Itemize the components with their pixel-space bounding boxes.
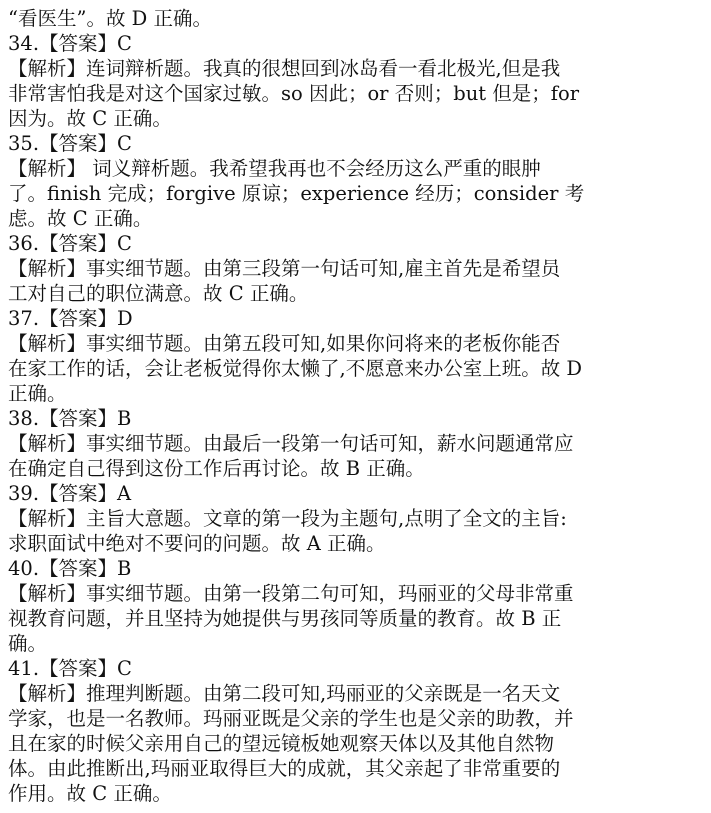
answer-heading-40: 40.【答案】B (8, 557, 132, 580)
text-line: 【解析】事实细节题。由第一段第二句可知，玛丽亚的父母非常重 (8, 582, 574, 605)
text-line: 虑。故 C 正确。 (8, 207, 153, 230)
text-line: 【解析】事实细节题。由第三段第一句话可知,雇主首先是希望员 (8, 257, 561, 280)
answer-heading-41: 41.【答案】C (8, 657, 132, 680)
answer-explanation-text (8, 6, 705, 806)
text-line: “看医生”。故 D 正确。 (8, 7, 212, 30)
answer-heading-39: 39.【答案】A (8, 482, 132, 505)
text-line: 确。 (8, 632, 48, 655)
text-line: 【解析】连词辩析题。我真的很想回到冰岛看一看北极光,但是我 (8, 57, 561, 80)
text-line: 在家工作的话，会让老板觉得你太懒了,不愿意来办公室上班。故 D (8, 357, 583, 380)
text-line: 作用。故 C 正确。 (8, 782, 172, 805)
answer-heading-35: 35.【答案】C (8, 132, 132, 155)
text-line: 求职面试中绝对不要问的问题。故 A 正确。 (8, 532, 386, 555)
answer-heading-36: 36.【答案】C (8, 232, 132, 255)
text-line: 【解析】事实细节题。由第五段可知,如果你问将来的老板你能否 (8, 332, 561, 355)
text-line: 学家，也是一名教师。玛丽亚既是父亲的学生也是父亲的助教，并 (8, 707, 574, 730)
text-line: 了。finish 完成；forgive 原谅；experience 经历；consider 考 (8, 182, 585, 205)
text-line: 【解析】推理判断题。由第二段可知,玛丽亚的父亲既是一名天文 (8, 682, 561, 705)
text-line: 视教育问题，并且坚持为她提供与男孩同等质量的教育。故 B 正 (8, 607, 562, 630)
text-line: 非常害怕我是对这个国家过敏。so 因此；or 否则；but 但是；for (8, 82, 580, 105)
text-line: 【解析】主旨大意题。文章的第一段为主题句,点明了全文的主旨: (8, 507, 567, 530)
text-line: 体。由此推断出,玛丽亚取得巨大的成就，其父亲起了非常重要的 (8, 757, 561, 780)
text-line: 【解析】 词义辩析题。我希望我再也不会经历这么严重的眼肿 (8, 157, 541, 180)
text-line: 因为。故 C 正确。 (8, 107, 172, 130)
text-line: 且在家的时候父亲用自己的望远镜板她观察天体以及其他自然物 (8, 732, 555, 755)
text-line: 【解析】事实细节题。由最后一段第一句话可知，薪水问题通常应 (8, 432, 574, 455)
text-line: 正确。 (8, 382, 67, 405)
text-line: 在确定自己得到这份工作后再讨论。故 B 正确。 (8, 457, 425, 480)
text-line: 工对自己的职位满意。故 C 正确。 (8, 282, 309, 305)
answer-heading-38: 38.【答案】B (8, 407, 132, 430)
answer-heading-34: 34.【答案】C (8, 32, 132, 55)
answer-heading-37: 37.【答案】D (8, 307, 133, 330)
